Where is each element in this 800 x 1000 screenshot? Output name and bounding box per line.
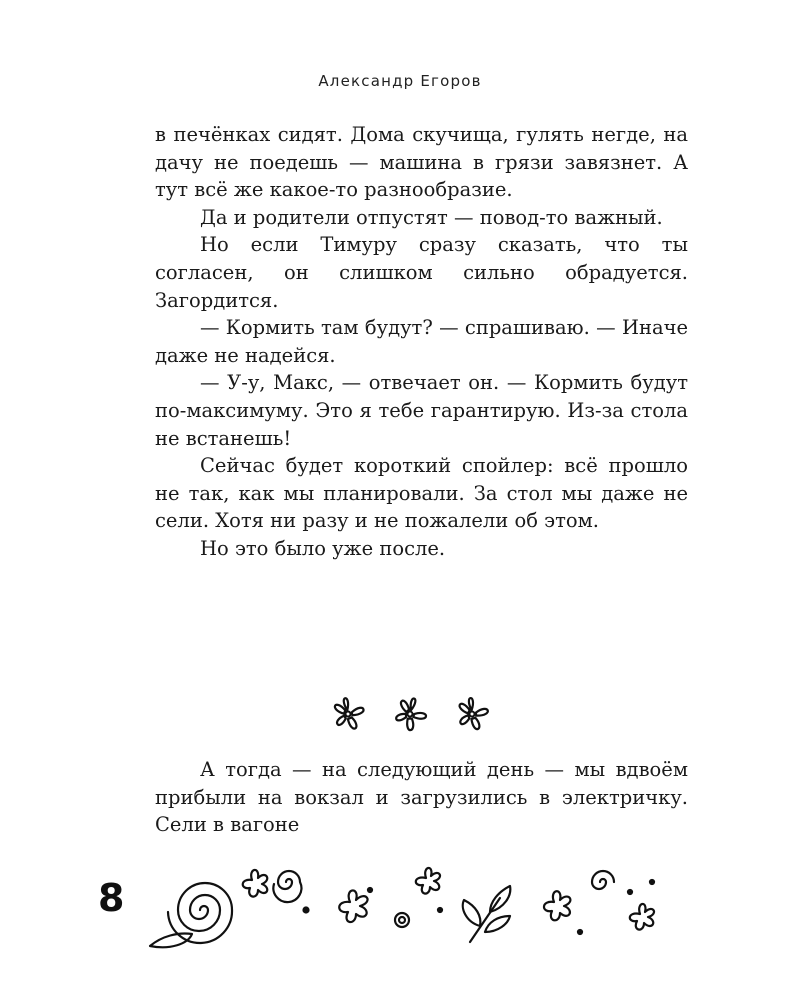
paragraph: Но если Тимуру сразу сказать, что ты согласен, он слишком сильно обрадуется. Загордится.: [155, 233, 688, 312]
paragraph: Сейчас будет короткий спойлер: всё прошло не так, как мы планировали. За стол мы даже не сели. Хотя ни разу и не пожалели об этом.: [155, 454, 688, 533]
paragraph: Но это было уже после.: [200, 536, 446, 560]
section-separator-icon: [320, 690, 500, 736]
paragraph: А тогда — на следующий день — мы вдвоём прибыли на вокзал и загрузились в электричку. Сели в вагоне: [155, 758, 688, 837]
main-text-top: [155, 121, 688, 563]
page-number: 8: [98, 876, 125, 920]
main-text-bottom: [155, 756, 688, 839]
floral-doodles-icon: [140, 852, 700, 962]
paragraph: — У-у, Макс, — отвечает он. — Кормить будут по-максимуму. Это я тебе гарантирую. Из-за стола не встанешь!: [155, 371, 688, 450]
paragraph: — Кормить там будут? — спрашиваю. — Иначе даже не надейся.: [155, 316, 688, 367]
paragraph: Да и родители отпустят — повод-то важный.: [200, 205, 663, 229]
paragraph: в печёнках сидят. Дома скучища, гулять негде, на дачу не поедешь — машина в грязи завязнет. А тут всё же какое-то разнообразие.: [155, 123, 688, 202]
running-head: Александр Егоров: [318, 72, 482, 90]
